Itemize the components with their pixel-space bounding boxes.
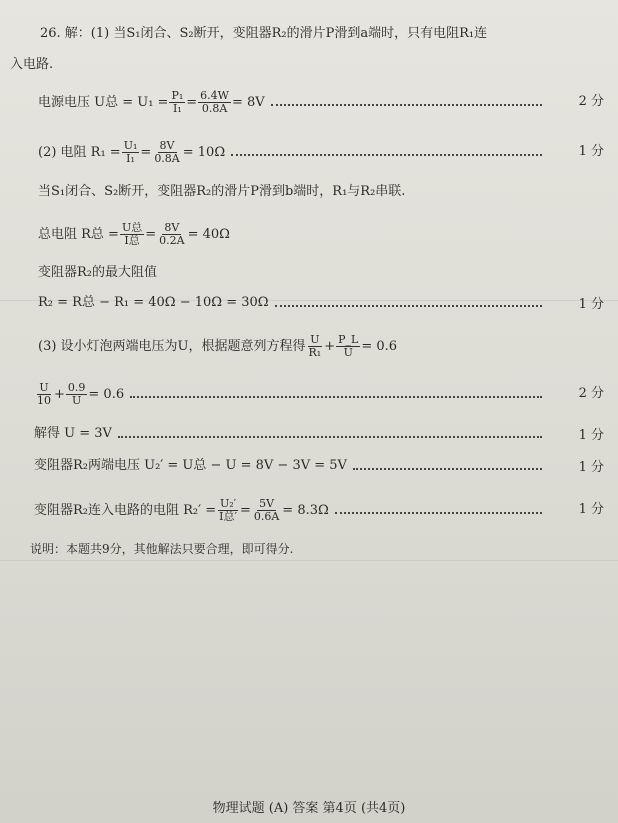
denominator: 0.6A bbox=[253, 510, 280, 523]
dot-leader bbox=[275, 304, 542, 307]
denominator: I总 bbox=[124, 234, 140, 247]
text: = 10Ω bbox=[182, 144, 226, 160]
text: = 8V bbox=[231, 94, 265, 110]
score-mark: 1 分 bbox=[578, 297, 604, 312]
solution-u-line bbox=[34, 424, 548, 444]
text: (2) 电阻 R₁ = bbox=[38, 144, 121, 160]
problem-intro bbox=[40, 24, 578, 44]
fraction bbox=[35, 382, 53, 407]
fraction bbox=[120, 222, 144, 247]
fraction bbox=[152, 140, 181, 165]
fraction bbox=[198, 90, 231, 115]
text: 变阻器R₂两端电压 U₂′ = U总 − U = 8V − 3V = 5V bbox=[34, 458, 347, 473]
fraction bbox=[122, 140, 140, 165]
denominator: 0.8A bbox=[201, 102, 228, 115]
text: = 0.6 bbox=[361, 338, 398, 354]
text-line: 26. 解：(1) 当S₁闭合、S₂断开，变阻器R₂的滑片P滑到a端时，只有电阻R₁连 bbox=[40, 26, 488, 41]
text: = bbox=[145, 226, 157, 242]
text: + bbox=[54, 386, 65, 402]
total-resistance-line bbox=[38, 222, 548, 247]
text: = 0.6 bbox=[88, 386, 125, 402]
grading-note: 说明：本题共9分，其他解法只要合理，即可得分. bbox=[30, 542, 294, 556]
max-resistance-line bbox=[38, 293, 548, 313]
denominator: I₁ bbox=[172, 102, 182, 115]
numerator: U₂′ bbox=[219, 497, 237, 510]
denominator: R₁ bbox=[308, 346, 322, 359]
text: 电源电压 U总 = U₁ = bbox=[38, 94, 169, 110]
fraction bbox=[169, 90, 185, 115]
denominator: 0.2A bbox=[159, 234, 185, 247]
fraction bbox=[157, 222, 186, 247]
dot-leader bbox=[231, 153, 542, 156]
score-mark: 1 分 bbox=[578, 428, 604, 443]
numerator: 8V bbox=[164, 221, 180, 234]
text: = bbox=[239, 502, 251, 518]
score-mark: 1 分 bbox=[578, 144, 604, 159]
max-resistance-label bbox=[38, 263, 548, 283]
score-mark: 1 分 bbox=[578, 460, 604, 475]
denominator: I₁ bbox=[126, 152, 135, 165]
r2-voltage-line bbox=[34, 456, 548, 476]
score-mark: 2 分 bbox=[578, 94, 604, 109]
numerator: P_L bbox=[338, 333, 359, 346]
dot-leader bbox=[353, 467, 542, 470]
text: 总电阻 R总 = bbox=[38, 226, 119, 242]
r2-resistance-line bbox=[34, 498, 548, 523]
dot-leader bbox=[335, 511, 542, 514]
problem-intro-cont bbox=[10, 55, 548, 75]
paper-crease bbox=[0, 560, 618, 561]
denominator: I总′ bbox=[219, 510, 237, 523]
dot-leader bbox=[271, 103, 542, 106]
text: = bbox=[140, 144, 152, 160]
text: = bbox=[186, 94, 198, 110]
denominator: U bbox=[72, 394, 82, 407]
text-line: 变阻器R₂的最大阻值 bbox=[38, 265, 157, 280]
fraction bbox=[307, 334, 324, 359]
text: 变阻器R₂连入电路的电阻 R₂′ = bbox=[34, 502, 217, 518]
series-statement bbox=[38, 182, 548, 202]
numerator: 8V bbox=[159, 139, 175, 152]
dot-leader bbox=[118, 435, 542, 438]
fraction bbox=[336, 334, 360, 359]
page-footer: 物理试题 (A) 答案 第4页 (共4页) bbox=[212, 801, 406, 816]
text-line: 入电路. bbox=[10, 57, 54, 72]
numerator: 6.4W bbox=[200, 89, 229, 102]
numerator: U₁ bbox=[123, 139, 138, 152]
fraction bbox=[66, 382, 88, 407]
source-voltage-line bbox=[38, 90, 548, 115]
numerator: P₁ bbox=[171, 89, 184, 102]
numerator: 5V bbox=[259, 497, 275, 510]
text: = 8.3Ω bbox=[282, 502, 329, 518]
numerator: 0.9 bbox=[67, 381, 86, 394]
numerator: U bbox=[39, 381, 49, 394]
text: 解得 U = 3V bbox=[34, 426, 112, 441]
numerator: U bbox=[310, 333, 320, 346]
denominator: U bbox=[343, 346, 353, 359]
denominator: 0.8A bbox=[154, 152, 180, 165]
denominator: 10 bbox=[37, 394, 51, 407]
fraction bbox=[252, 498, 281, 523]
numerator: U总 bbox=[121, 221, 143, 234]
text: + bbox=[324, 338, 336, 354]
score-mark: 2 分 bbox=[578, 386, 604, 401]
fraction bbox=[217, 498, 239, 523]
resistance-r1-line bbox=[38, 140, 548, 165]
score-mark: 1 分 bbox=[578, 502, 604, 517]
text: R₂ = R总 − R₁ = 40Ω − 10Ω = 30Ω bbox=[38, 295, 269, 310]
equation-setup-line bbox=[38, 334, 548, 359]
text: (3) 设小灯泡两端电压为U，根据题意列方程得 bbox=[38, 338, 306, 354]
text: = 40Ω bbox=[187, 226, 230, 242]
text-line: 当S₁闭合、S₂断开，变阻器R₂的滑片P滑到b端时，R₁与R₂串联. bbox=[38, 184, 406, 199]
equation-line bbox=[34, 382, 548, 407]
dot-leader bbox=[130, 395, 542, 398]
